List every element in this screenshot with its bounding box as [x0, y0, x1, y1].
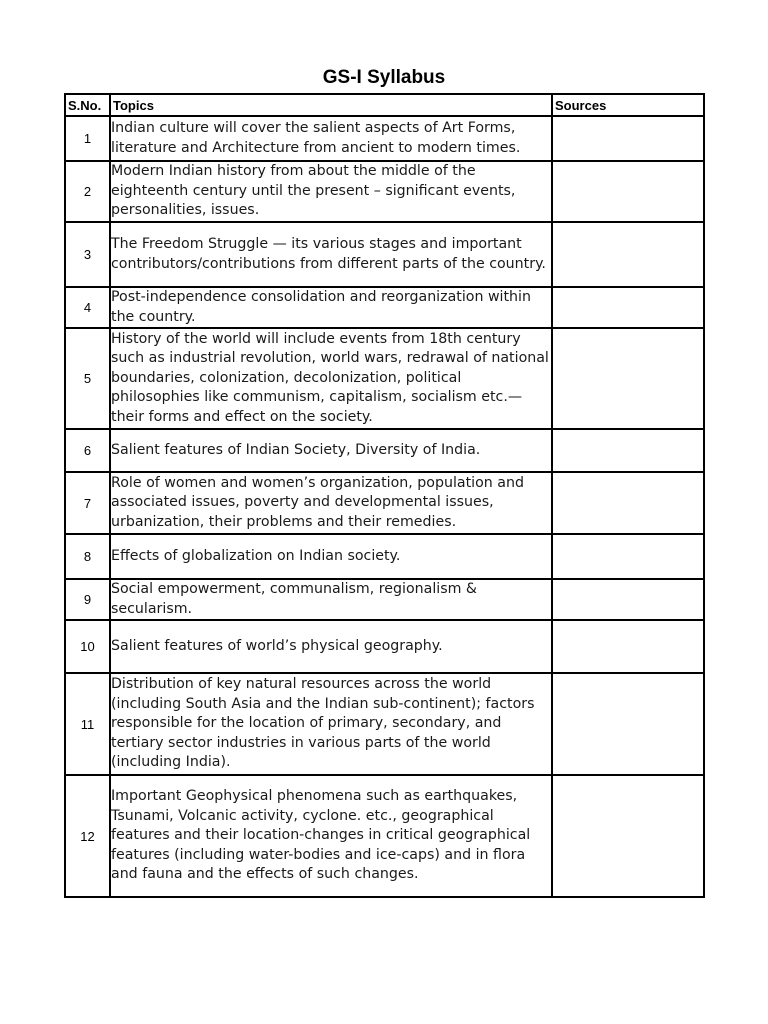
table-row	[65, 429, 704, 472]
sources-cell	[552, 472, 704, 534]
topic-cell: Indian culture will cover the salient aspects of Art Forms, literature and Architecture from ancient to modern times.	[110, 116, 552, 161]
page-title: GS-I Syllabus	[322, 67, 446, 88]
table-row	[65, 472, 704, 534]
sources-cell	[552, 222, 704, 287]
sources-cell	[552, 673, 704, 775]
topic-cell: Modern Indian history from about the middle of the eighteenth century until the present – significant events, personalities, issues.	[110, 161, 552, 222]
table-row	[65, 534, 704, 579]
row-number: 6	[65, 429, 110, 472]
table-row	[65, 222, 704, 287]
table-row	[65, 116, 704, 161]
topic-cell: Social empowerment, communalism, regionalism & secularism.	[110, 579, 552, 620]
sources-cell	[552, 429, 704, 472]
table-row	[65, 287, 704, 328]
table-row	[65, 328, 704, 429]
row-number: 9	[65, 579, 110, 620]
sources-cell	[552, 775, 704, 897]
sources-cell	[552, 534, 704, 579]
topic-cell: Effects of globalization on Indian society.	[110, 534, 552, 579]
sources-cell	[552, 579, 704, 620]
header-sno: S.No.	[65, 94, 110, 116]
sources-cell	[552, 620, 704, 673]
table-row	[65, 579, 704, 620]
sources-cell	[552, 161, 704, 222]
row-number: 7	[65, 472, 110, 534]
sources-cell	[552, 116, 704, 161]
syllabus-table	[64, 93, 705, 898]
row-number: 12	[65, 775, 110, 897]
sources-cell	[552, 328, 704, 429]
table-row	[65, 620, 704, 673]
topic-cell: Salient features of world’s physical geography.	[110, 620, 552, 673]
table-row	[65, 775, 704, 897]
table-row	[65, 673, 704, 775]
sources-cell	[552, 287, 704, 328]
row-number: 4	[65, 287, 110, 328]
topic-cell: Salient features of Indian Society, Diversity of India.	[110, 429, 552, 472]
topic-cell: Distribution of key natural resources across the world (including South Asia and the Indian sub-continent); factors responsible for the location of primary, secondary, and tertiary sector industries in various parts of the world (including India).	[110, 673, 552, 775]
topic-cell: Important Geophysical phenomena such as earthquakes, Tsunami, Volcanic activity, cyclone. etc., geographical features and their location-changes in critical geographical features (including water-bodies and ice-caps) and in flora and fauna and the effects of such changes.	[110, 775, 552, 897]
topic-cell: The Freedom Struggle — its various stages and important contributors/contributions from different parts of the country.	[110, 222, 552, 287]
row-number: 8	[65, 534, 110, 579]
row-number: 2	[65, 161, 110, 222]
header-topics: Topics	[110, 94, 552, 116]
topic-cell: History of the world will include events from 18th century such as industrial revolution, world wars, redrawal of national boundaries, colonization, decolonization, political philosophies like communism, capitalism, socialism etc.— their forms and effect on the society.	[110, 328, 552, 429]
table-row	[65, 161, 704, 222]
row-number: 10	[65, 620, 110, 673]
row-number: 11	[65, 673, 110, 775]
topic-cell: Post-independence consolidation and reorganization within the country.	[110, 287, 552, 328]
row-number: 1	[65, 116, 110, 161]
row-number: 5	[65, 328, 110, 429]
row-number: 3	[65, 222, 110, 287]
header-sources: Sources	[552, 94, 704, 116]
topic-cell: Role of women and women’s organization, population and associated issues, poverty and developmental issues, urbanization, their problems and their remedies.	[110, 472, 552, 534]
header-row	[65, 94, 704, 116]
